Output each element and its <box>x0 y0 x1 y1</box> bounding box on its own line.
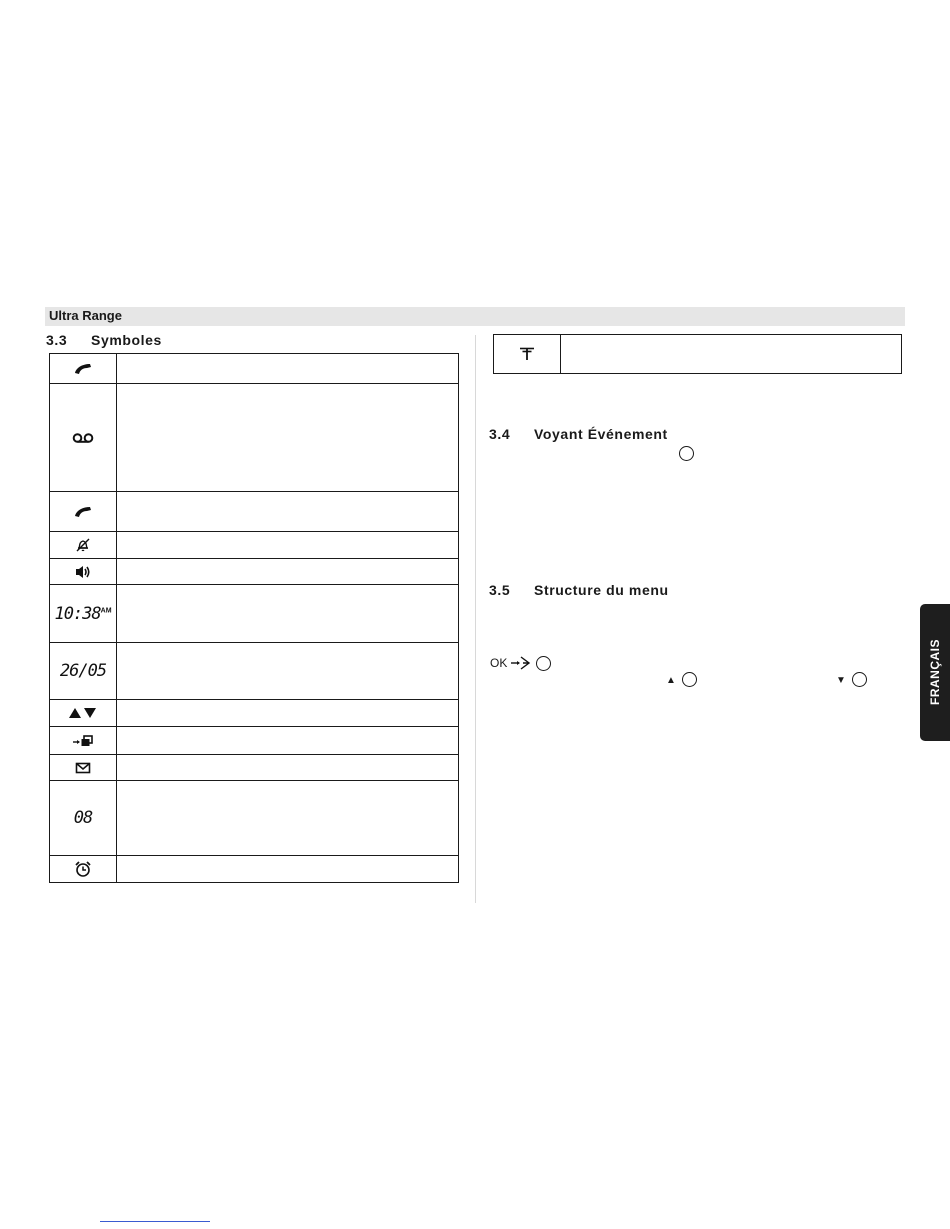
up-arrow-icon: ▲ <box>666 675 676 686</box>
table-row <box>50 699 458 726</box>
language-tab-label: FRANÇAIS <box>928 639 942 705</box>
symbol-description <box>117 700 458 726</box>
section-number: 3.5 <box>489 582 511 598</box>
table-row <box>50 558 458 584</box>
up-key-icon <box>682 672 697 687</box>
table-row <box>50 491 458 531</box>
symbol-description <box>117 559 458 584</box>
menu-enter-icon <box>50 727 117 754</box>
antenna-icon <box>494 335 561 373</box>
table-row <box>50 531 458 558</box>
language-tab <box>920 604 950 741</box>
number-display <box>50 781 117 855</box>
symbols-table <box>49 353 459 883</box>
down-arrow-icon: ▼ <box>836 675 846 686</box>
symbol-description <box>117 856 458 882</box>
symbol-description <box>117 354 458 383</box>
speaker-icon <box>50 559 117 584</box>
down-key-icon <box>852 672 867 687</box>
column-divider <box>475 335 476 903</box>
table-row <box>50 642 458 699</box>
section-heading-event-led <box>489 426 668 442</box>
clock-display-suffix: AM <box>100 606 112 614</box>
alarm-clock-icon <box>50 856 117 882</box>
date-display <box>50 643 117 699</box>
symbol-description <box>117 492 458 531</box>
table-row <box>50 383 458 491</box>
antenna-table <box>493 334 902 374</box>
up-down-arrows-icon <box>50 700 117 726</box>
ringer-off-icon <box>50 532 117 558</box>
ok-label: OK <box>490 656 508 670</box>
clock-display-value: 10:38 <box>54 603 101 624</box>
ok-key-icon <box>536 656 551 671</box>
symbol-description <box>117 781 458 855</box>
bottom-link-underline <box>100 1221 210 1222</box>
section-heading-menu-structure <box>489 582 669 598</box>
menu-enter-arrow-icon <box>510 655 532 676</box>
event-key-icon <box>679 446 694 461</box>
table-row <box>50 754 458 780</box>
table-row <box>50 584 458 642</box>
header-band <box>45 307 905 326</box>
section-title: Symboles <box>91 332 162 348</box>
section-number: 3.4 <box>489 426 511 442</box>
symbol-description <box>117 585 458 642</box>
section-title: Structure du menu <box>534 582 669 598</box>
phone-handset-icon <box>50 354 117 383</box>
date-display-value: 26/05 <box>59 661 107 681</box>
number-display-value: 08 <box>73 808 93 828</box>
section-heading-symbols <box>46 332 162 348</box>
header-title: Ultra Range <box>49 308 122 323</box>
table-row <box>50 855 458 882</box>
voicemail-icon <box>50 384 117 491</box>
symbol-description <box>117 643 458 699</box>
table-row <box>50 354 458 383</box>
symbol-description <box>117 532 458 558</box>
clock-display <box>50 585 117 642</box>
section-number: 3.3 <box>46 332 68 348</box>
symbol-description <box>117 755 458 780</box>
table-row <box>50 726 458 754</box>
section-title: Voyant Événement <box>534 426 668 442</box>
table-row <box>50 780 458 855</box>
phone-handset-icon <box>50 492 117 531</box>
symbol-description <box>561 335 901 373</box>
envelope-icon <box>50 755 117 780</box>
symbol-description <box>117 727 458 754</box>
symbol-description <box>117 384 458 491</box>
